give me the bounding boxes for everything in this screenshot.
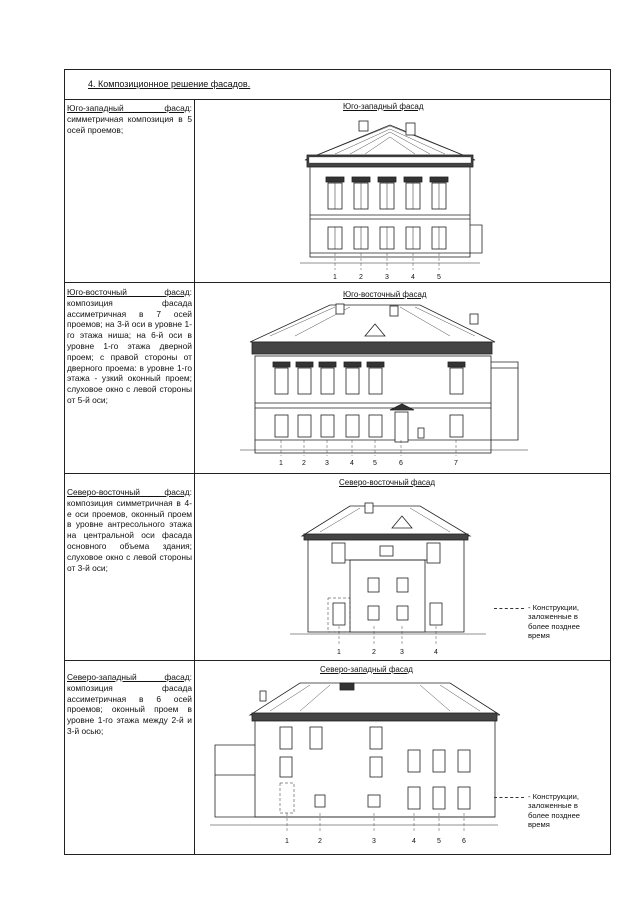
axis-label: 3 bbox=[372, 838, 376, 845]
axis-label: 3 bbox=[400, 649, 404, 656]
legend-text: - Конструкции, заложенные в более позднее время bbox=[528, 792, 581, 830]
figure-title: Северо-восточный фасад bbox=[339, 478, 436, 487]
facade-drawing-northwest bbox=[210, 675, 500, 850]
axis-label: 3 bbox=[325, 460, 329, 467]
axis-label: 3 bbox=[385, 274, 389, 281]
axis-label: 1 bbox=[279, 460, 283, 467]
row-title: Юго-восточный фасад bbox=[67, 287, 190, 297]
axis-label: 2 bbox=[372, 649, 376, 656]
row-divider bbox=[64, 660, 611, 661]
facade-drawing-northeast bbox=[290, 488, 490, 658]
row-title: Северо-восточный фасад bbox=[67, 487, 190, 497]
axis-label: 5 bbox=[437, 274, 441, 281]
axis-label: 6 bbox=[462, 838, 466, 845]
dashed-line-symbol bbox=[494, 608, 524, 609]
legend-text: - Конструкции, заложенные в более позднее время bbox=[528, 603, 581, 641]
legend bbox=[494, 603, 606, 641]
axis-label: 2 bbox=[318, 838, 322, 845]
row-text: : композиция симметричная в 4-е оси проемов, оконный проем в уровне антресольного этажа на центральной оси фасада основного объема здания; слуховое окно с левой стороны от 3-й оси; bbox=[67, 487, 192, 573]
axis-label: 1 bbox=[337, 649, 341, 656]
row-description bbox=[67, 103, 192, 135]
axis-label: 5 bbox=[373, 460, 377, 467]
figure-title: Северо-западный фасад bbox=[320, 665, 413, 674]
row-text: : композиция фасада ассиметричная в 6 осей проемов; оконный проем в уровне 1-го этажа между 2-й и 3-й осью; bbox=[67, 672, 192, 736]
section-title: 4. Композиционное решение фасадов. bbox=[88, 79, 251, 89]
row-divider bbox=[64, 99, 611, 100]
legend bbox=[494, 792, 606, 830]
row-text: : симметричная композиция в 5 осей проемов; bbox=[67, 103, 192, 135]
axis-label: 4 bbox=[350, 460, 354, 467]
axis-label: 1 bbox=[285, 838, 289, 845]
axis-label: 7 bbox=[454, 460, 458, 467]
axis-label: 2 bbox=[302, 460, 306, 467]
row-title: Юго-западный фасад bbox=[67, 103, 190, 113]
axis-label: 2 bbox=[359, 274, 363, 281]
facade-drawing-southeast bbox=[240, 300, 530, 470]
row-description bbox=[67, 672, 192, 737]
axis-label: 4 bbox=[434, 649, 438, 656]
axis-label: 5 bbox=[437, 838, 441, 845]
row-description bbox=[67, 287, 192, 406]
figure-title: Юго-восточный фасад bbox=[343, 290, 427, 299]
axis-label: 4 bbox=[412, 838, 416, 845]
row-divider bbox=[64, 473, 611, 474]
row-text: : композиция фасада ассиметричная в 7 осей проемов; на 3-й оси в уровне 1-го этажа ниша; на 6-й оси в уровне 1-го этажа дверной проем; с правой стороны от дверного проема: в уровне 1-го этажа - узкий оконный проем; слуховое окно с левой стороны от 5-й оси; bbox=[67, 287, 192, 405]
axis-label: 1 bbox=[333, 274, 337, 281]
row-description bbox=[67, 487, 192, 573]
axis-label: 6 bbox=[399, 460, 403, 467]
facade-drawing-southwest bbox=[290, 113, 490, 283]
figure-title: Юго-западный фасад bbox=[343, 102, 424, 111]
column-divider bbox=[194, 99, 195, 855]
row-title: Северо-западный фасад bbox=[67, 672, 190, 682]
axis-label: 4 bbox=[411, 274, 415, 281]
dashed-line-symbol bbox=[494, 797, 524, 798]
